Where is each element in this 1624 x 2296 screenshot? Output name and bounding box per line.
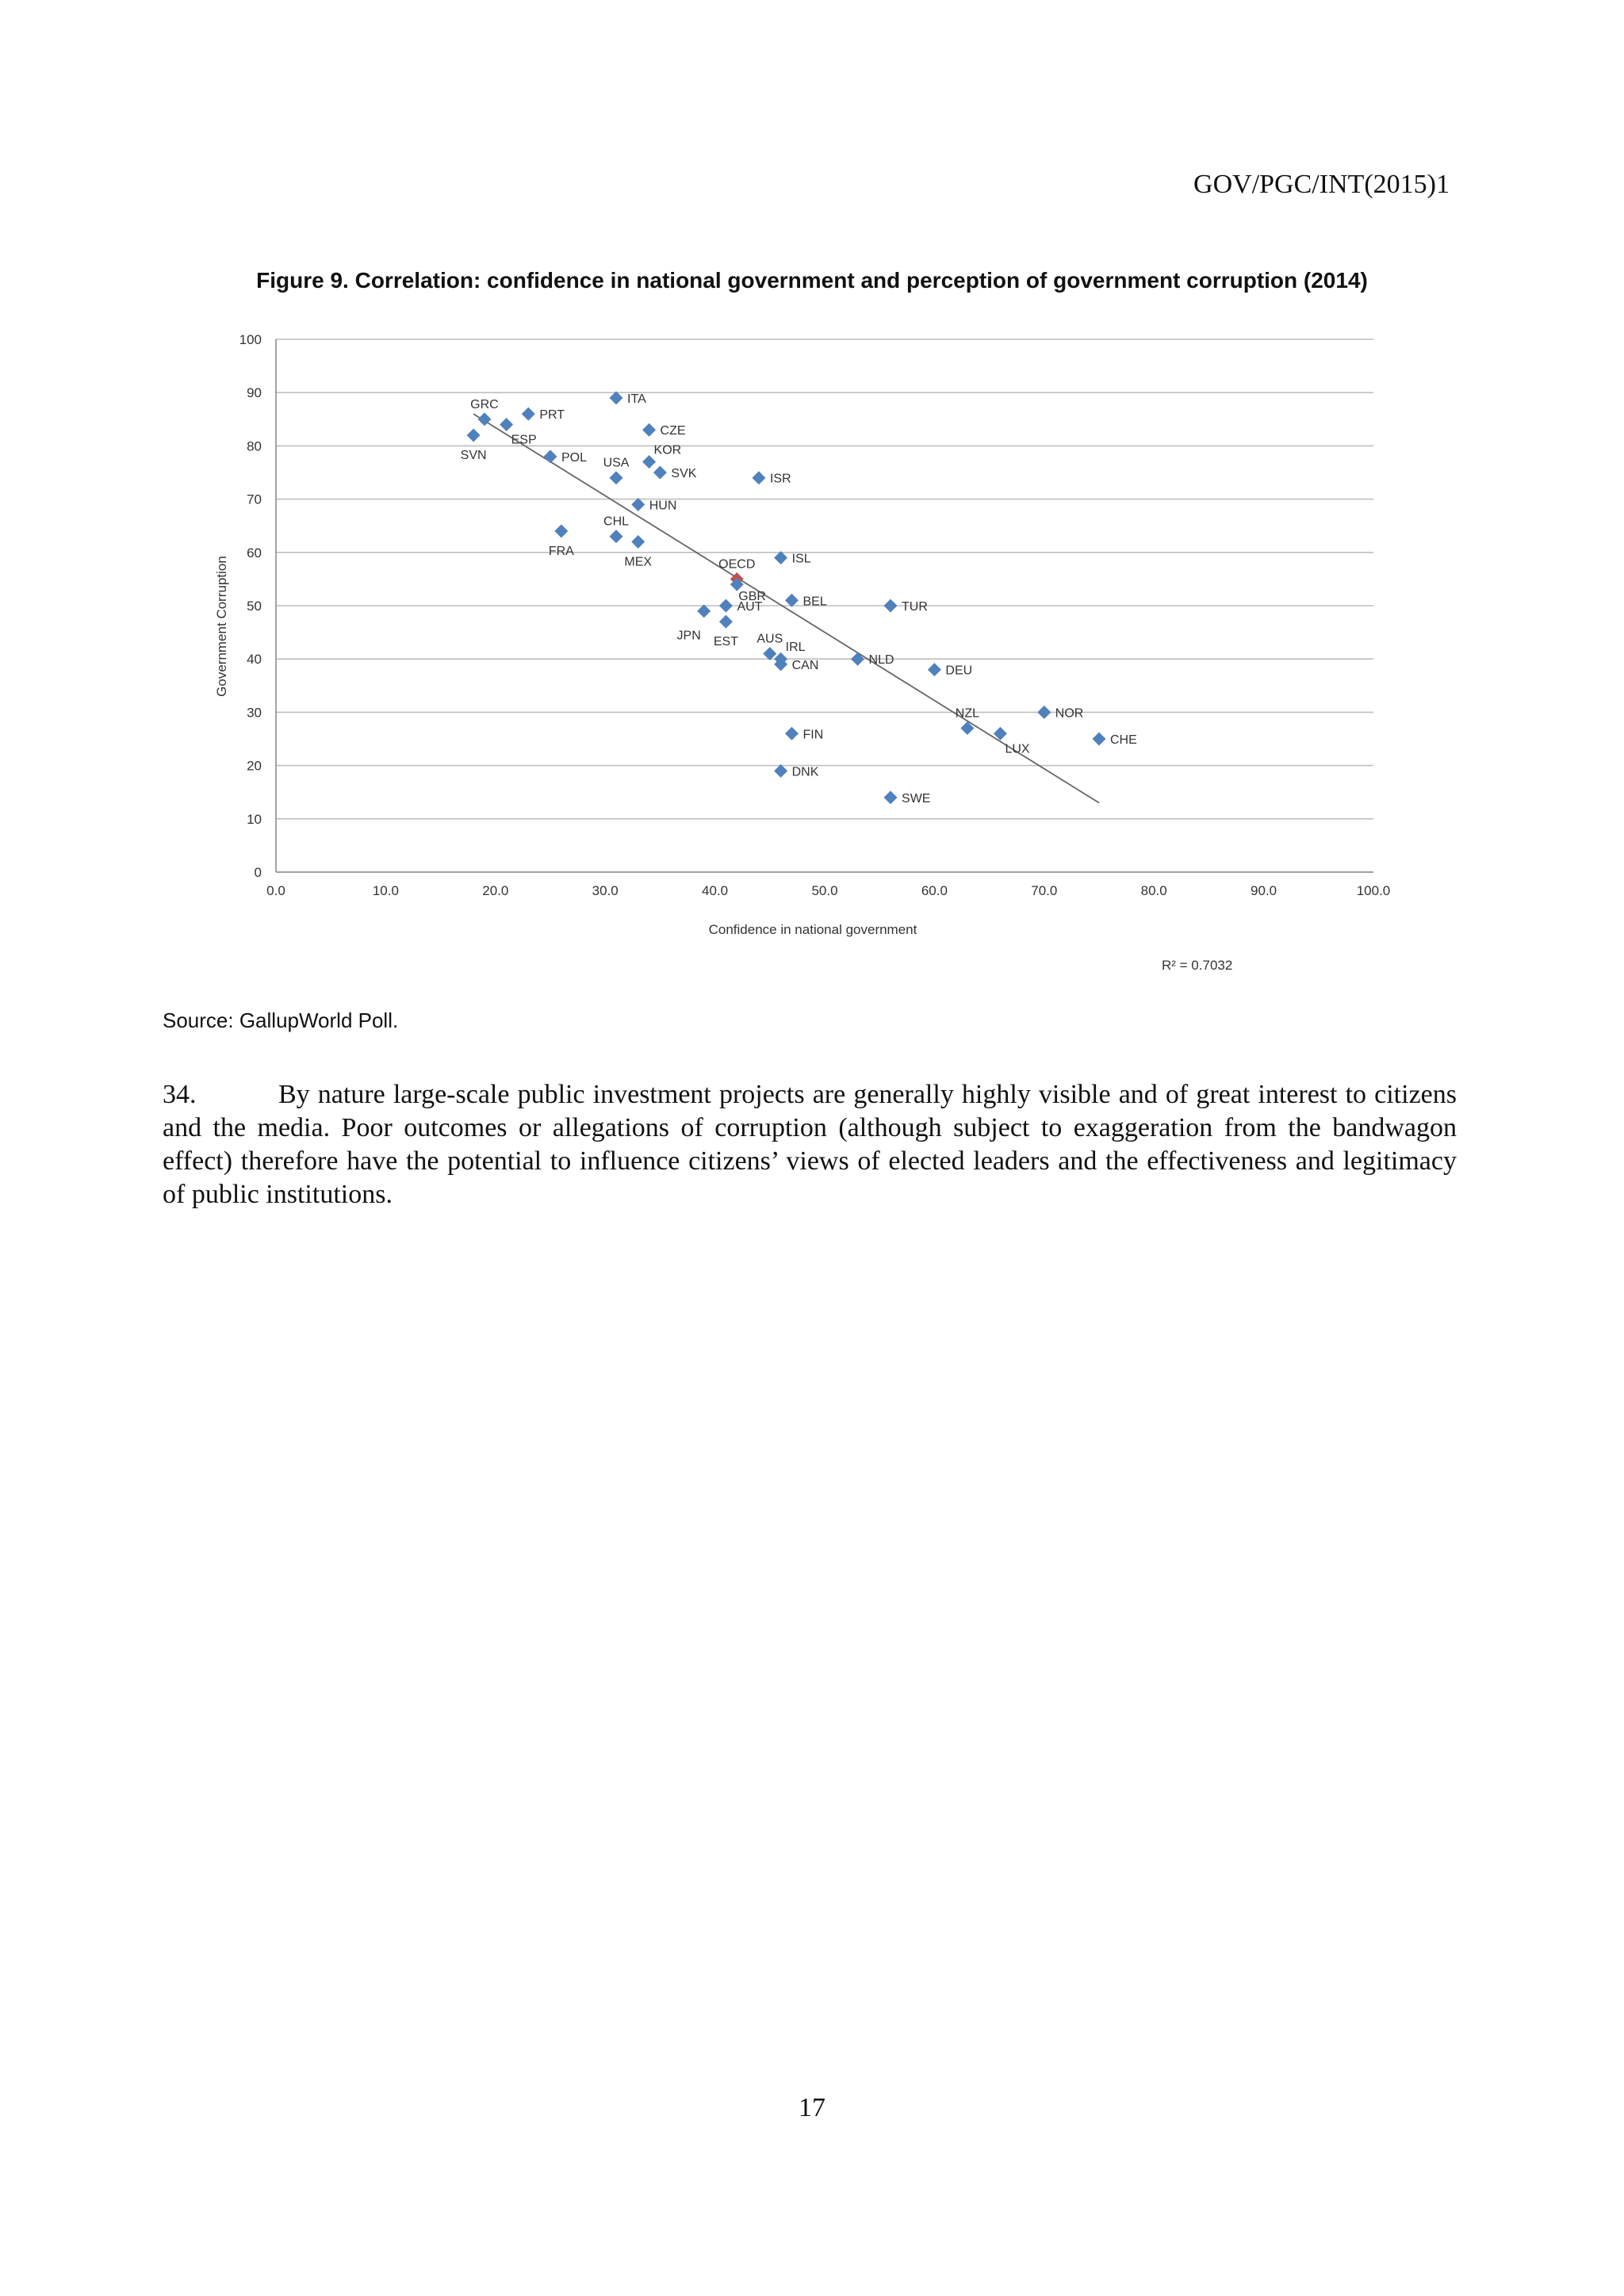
point-label-usa: USA — [603, 456, 630, 470]
y-tick-label: 50 — [247, 599, 262, 614]
x-tick-label: 20.0 — [482, 883, 509, 898]
x-tick-label: 100.0 — [1356, 883, 1391, 898]
x-tick-label: 80.0 — [1140, 883, 1167, 898]
x-tick-label: 90.0 — [1251, 883, 1277, 898]
r-squared-label: R² = 0.7032 — [1162, 958, 1233, 973]
point-label-nzl: NZL — [955, 706, 980, 721]
figure-title: Figure 9. Correlation: confidence in national government and perception of government corruption (2014) — [256, 268, 1368, 293]
data-point-svn — [467, 428, 481, 442]
point-label-mex: MEX — [624, 555, 653, 569]
y-tick-label: 40 — [247, 652, 262, 668]
point-label-irl: IRL — [785, 641, 806, 655]
point-label-dnk: DNK — [791, 765, 819, 779]
figure-source: Source: GallupWorld Poll. — [163, 1008, 399, 1032]
y-axis-title: Government Corruption — [214, 556, 229, 697]
point-label-est: EST — [713, 635, 739, 649]
point-label-svk: SVK — [671, 467, 697, 480]
y-tick-label: 10 — [247, 811, 262, 827]
data-point-est — [719, 615, 733, 629]
point-label-chl: CHL — [603, 515, 630, 529]
scatter-chart — [206, 321, 1411, 987]
data-point-deu — [928, 663, 941, 676]
x-tick-label: 0.0 — [266, 883, 285, 898]
data-point-fra — [554, 524, 568, 538]
point-label-lux: LUX — [1005, 742, 1030, 756]
point-label-prt: PRT — [539, 408, 565, 423]
point-label-cze: CZE — [660, 424, 686, 438]
point-label-hun: HUN — [649, 499, 677, 513]
y-tick-label: 100 — [239, 332, 262, 347]
x-tick-label: 70.0 — [1031, 883, 1058, 898]
paragraph-text: By nature large-scale public investment projects are generally highly visible and of great interest to citizens and the media. Poor outcomes or allegations of corruption (although subject to exaggeration from the bandwagon effect) therefore have the potential to influence citizens’ views of elected leaders and the effectiveness and legitimacy of public institutions. — [163, 1080, 1457, 1209]
document-reference: GOV/PGC/INT(2015)1 — [1193, 170, 1450, 199]
data-point-mex — [631, 535, 645, 549]
x-tick-label: 30.0 — [592, 883, 619, 898]
point-label-ita: ITA — [627, 392, 646, 406]
point-label-nld: NLD — [868, 653, 894, 668]
point-label-oecd: OECD — [718, 557, 756, 572]
data-point-aut — [719, 599, 733, 613]
x-tick-label: 60.0 — [921, 883, 948, 898]
data-point-nor — [1037, 706, 1051, 719]
x-tick-label: 40.0 — [702, 883, 729, 898]
point-label-kor: KOR — [653, 443, 682, 457]
data-point-isr — [752, 471, 765, 484]
tick-labels — [239, 332, 1391, 898]
point-label-jpn: JPN — [676, 629, 701, 643]
point-label-bel: BEL — [802, 595, 827, 609]
data-point-fin — [785, 727, 799, 740]
y-tick-label: 60 — [247, 545, 262, 561]
point-label-fra: FRA — [548, 544, 574, 558]
point-label-pol: POL — [561, 450, 588, 465]
data-point-cze — [642, 423, 656, 437]
point-label-nor: NOR — [1055, 706, 1084, 721]
data-point-chl — [610, 530, 623, 543]
data-point-nld — [851, 652, 864, 666]
x-tick-label: 10.0 — [372, 883, 399, 898]
point-label-svn: SVN — [460, 448, 487, 462]
point-label-swe: SWE — [902, 791, 931, 806]
y-tick-label: 0 — [254, 865, 262, 880]
point-label-deu: DEU — [945, 664, 973, 678]
data-point-usa — [610, 471, 623, 484]
x-tick-label: 50.0 — [811, 883, 838, 898]
data-point-swe — [884, 790, 898, 804]
y-tick-label: 90 — [247, 385, 262, 401]
point-label-can: CAN — [791, 658, 819, 672]
y-tick-label: 30 — [247, 705, 262, 721]
data-point-svk — [653, 466, 667, 480]
point-label-tur: TUR — [902, 600, 928, 614]
x-axis-title: Confidence in national government — [708, 922, 917, 937]
y-tick-label: 70 — [247, 492, 262, 507]
point-label-che: CHE — [1110, 733, 1137, 747]
point-label-fin: FIN — [802, 728, 824, 742]
data-point-prt — [522, 408, 535, 421]
point-label-grc: GRC — [470, 397, 499, 411]
paragraph-34 — [163, 1078, 1457, 1211]
paragraph-number: 34. — [163, 1080, 197, 1109]
point-label-isl: ISL — [791, 552, 811, 566]
data-point-kor — [642, 455, 656, 469]
point-label-aut: AUT — [737, 600, 763, 614]
point-label-gbr: GBR — [738, 590, 766, 604]
page-number: 17 — [799, 2093, 825, 2122]
data-point-esp — [500, 418, 513, 431]
y-tick-label: 80 — [247, 438, 262, 454]
point-label-esp: ESP — [511, 433, 537, 447]
point-label-isr: ISR — [769, 472, 791, 486]
point-label-aus: AUS — [756, 632, 783, 646]
point-labels — [461, 392, 1137, 806]
data-point-tur — [884, 599, 898, 613]
data-point-che — [1093, 733, 1106, 746]
y-tick-label: 20 — [247, 758, 262, 774]
data-point-pol — [544, 450, 557, 463]
